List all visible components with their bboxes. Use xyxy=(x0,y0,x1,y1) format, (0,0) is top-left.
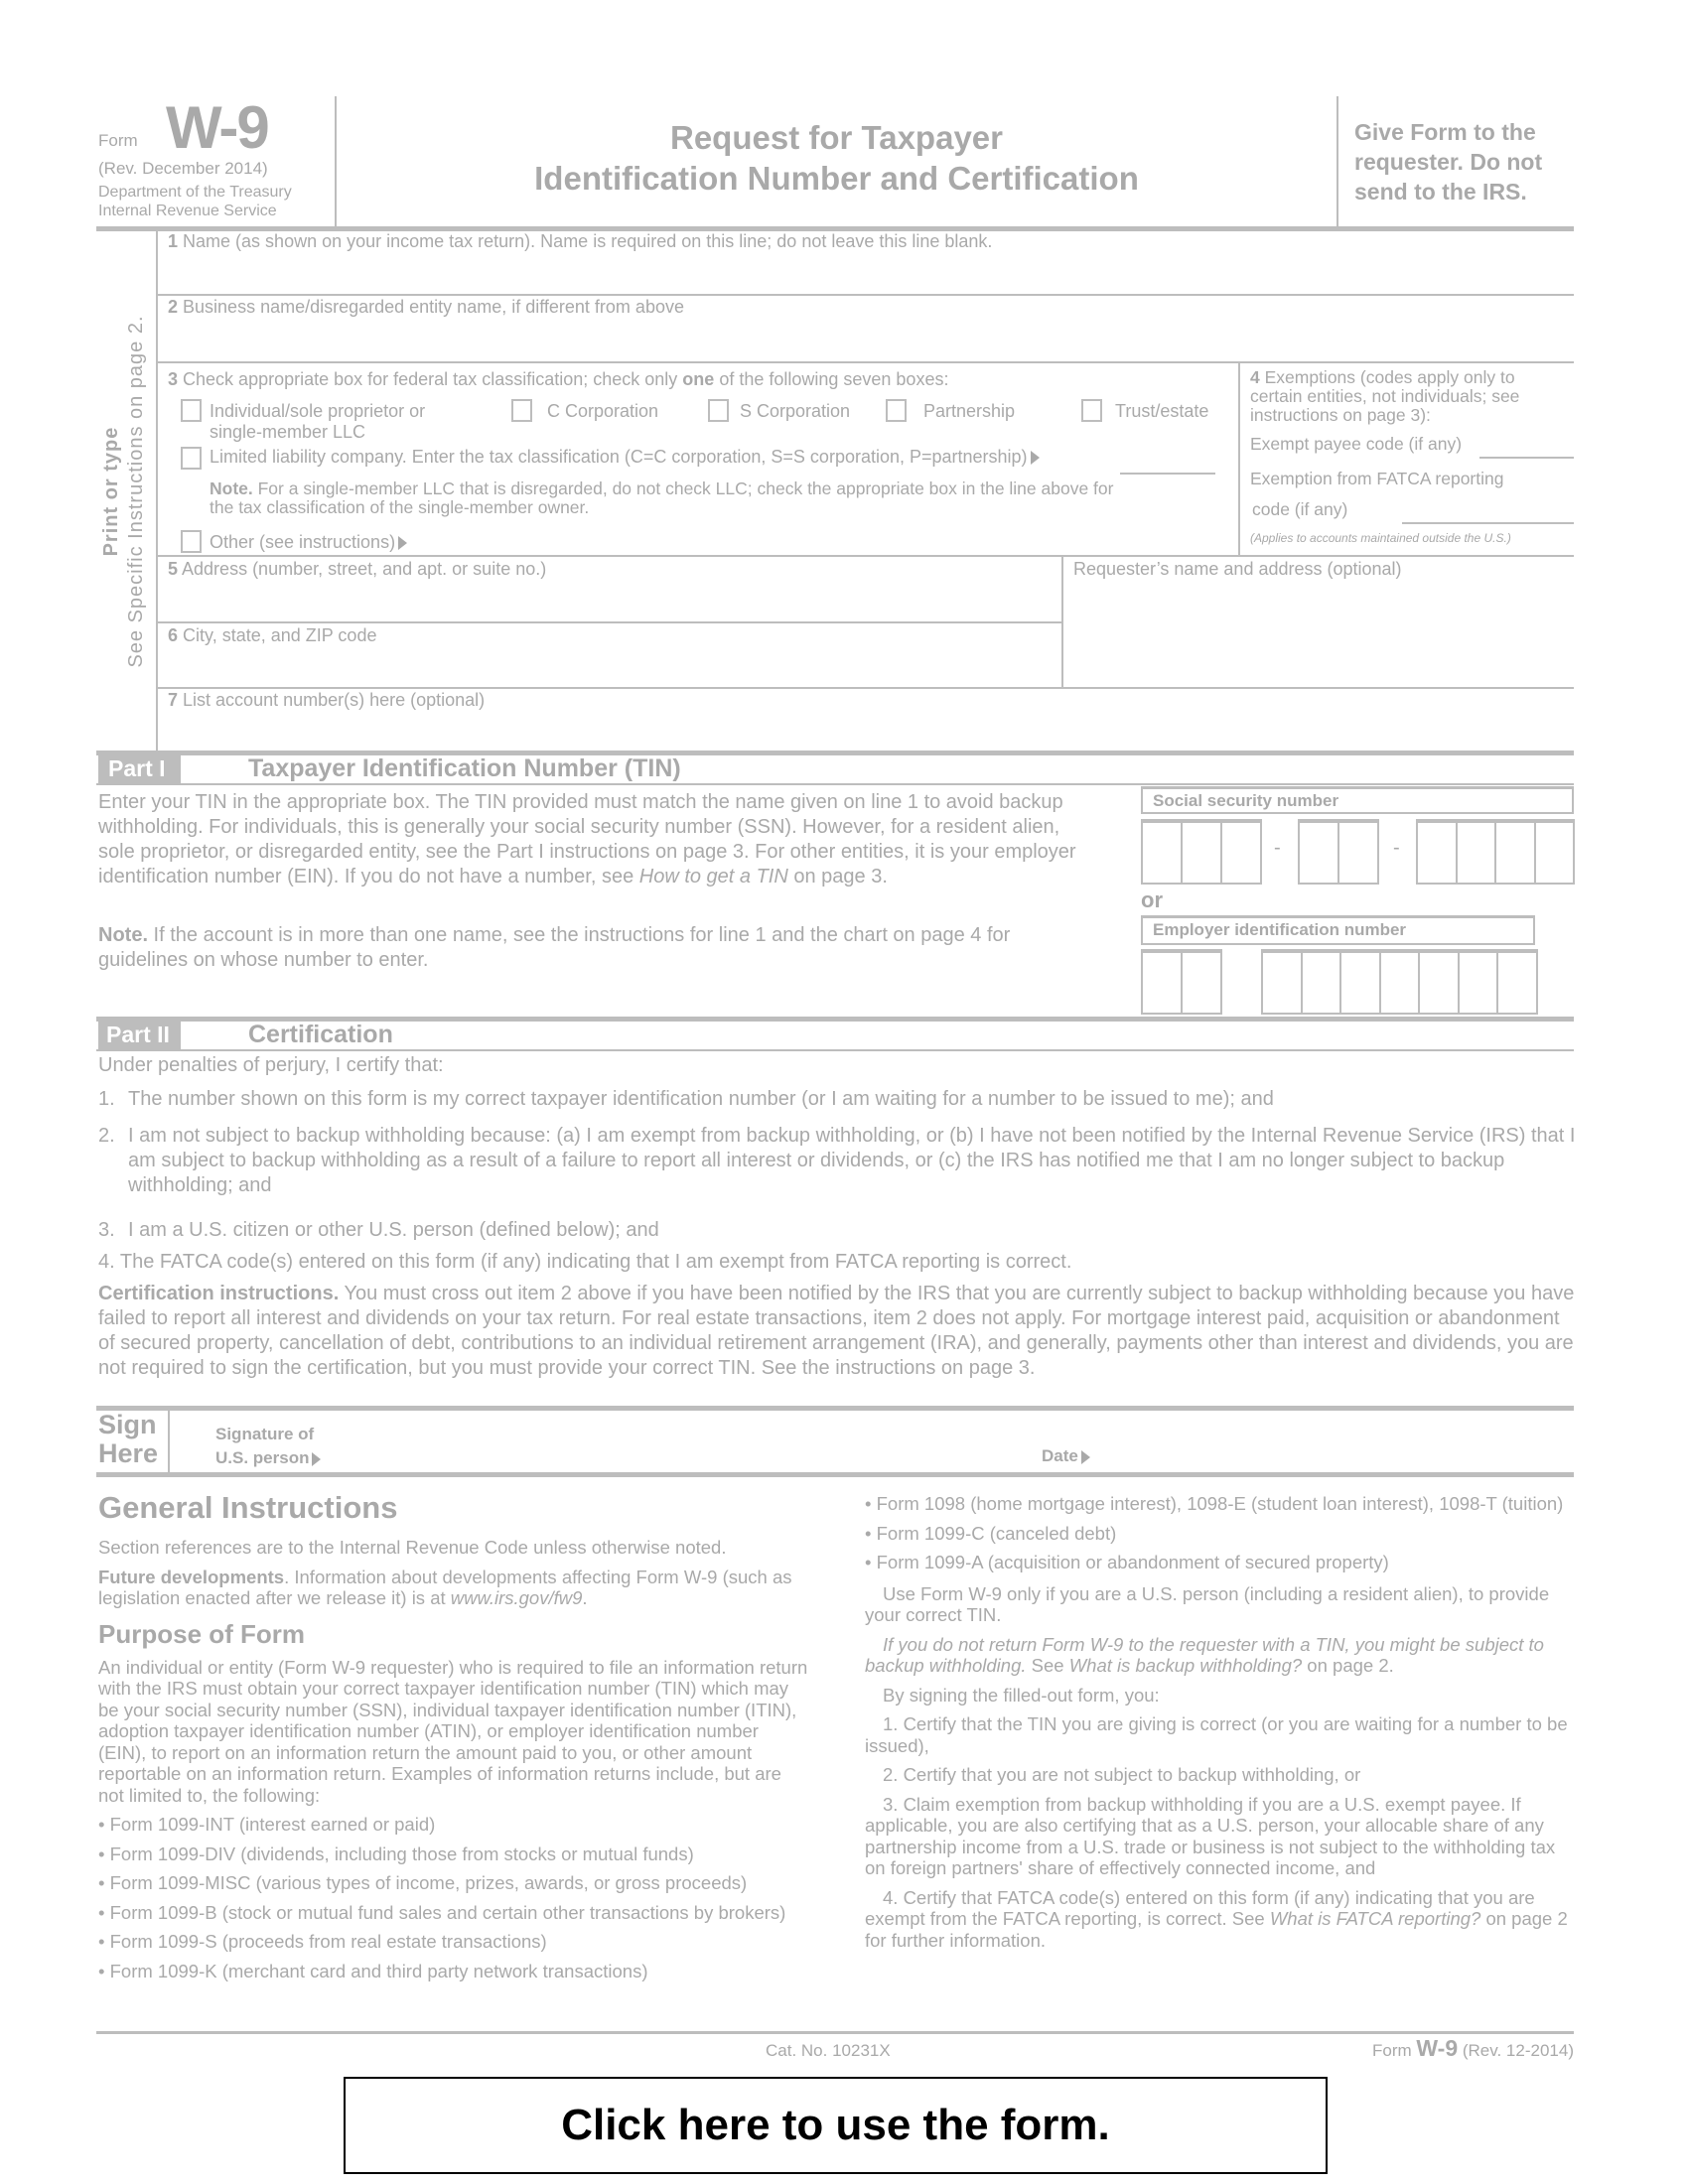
divider xyxy=(1336,96,1338,228)
fatca-label: Exemption from FATCA reporting xyxy=(1250,469,1504,488)
digit-box[interactable] xyxy=(1141,949,1183,1015)
cert-item-2: 2. I am not subject to backup withholding because: (a) I am exempt from backup withholding, or (b) I have not been notified by the Internal Revenue Service (IRS) that I am subject to backup withholding as a result of a failure to report all interest or dividends, or (c) the IRS has notified me that I am no longer subject to backup withholding; and xyxy=(98,1125,1576,1196)
checkbox-c-corporation[interactable] xyxy=(511,399,532,422)
certify-item: 1. Certify that the TIN you are giving is correct (or you are waiting for a number to be issued), xyxy=(865,1713,1568,1756)
use-form-label: Click here to use the form. xyxy=(561,2101,1110,2149)
title-line-2: Identification Number and Certification xyxy=(534,160,1139,197)
rule xyxy=(96,783,1574,785)
c-corporation-label: C Corporation xyxy=(547,401,659,421)
list-item: • Form 1099-B (stock or mutual fund sales and certain other transactions by brokers) xyxy=(98,1901,786,1923)
print-or-type: Print or type xyxy=(100,426,122,557)
cert-item-4: 4. The FATCA code(s) entered on this form (if any) indicating that I am exempt from FATCA reporting is correct. xyxy=(98,1251,1072,1273)
instructions-right-column xyxy=(865,1493,1573,1959)
part1-title: Taxpayer Identification Number (TIN) xyxy=(248,754,681,782)
digit-box[interactable] xyxy=(1456,819,1497,885)
checkbox-individual[interactable] xyxy=(181,399,202,422)
arrow-right-icon xyxy=(1081,1450,1090,1464)
date-input[interactable] xyxy=(1112,1420,1569,1471)
cert-intro: Under penalties of perjury, I certify that: xyxy=(98,1054,444,1076)
list-item: • Form 1099-A (acquisition or abandonment of secured property) xyxy=(865,1552,1389,1572)
rule xyxy=(96,1472,1574,1477)
digit-box[interactable] xyxy=(1261,949,1303,1015)
list-item: • Form 1098 (home mortgage interest), 1098-E (student loan interest), 1098-T (tuition) xyxy=(865,1493,1564,1514)
cert-item-3: 3. I am a U.S. citizen or other U.S. person (defined below); and xyxy=(98,1219,659,1241)
list-item: • Form 1099-C (canceled debt) xyxy=(865,1522,1117,1544)
form-word: Form xyxy=(98,131,138,150)
line5-label: 5 Address (number, street, and apt. or suite no.) xyxy=(168,559,547,579)
title-line-1: Request for Taxpayer xyxy=(670,119,1003,156)
instructions-left-column xyxy=(98,1489,808,1989)
exemptions-label: 4 Exemptions (codes apply only to certain entities, not individuals; see instructions on page 3): xyxy=(1250,367,1520,425)
rule xyxy=(156,294,1574,296)
give-form-line: send to the IRS. xyxy=(1354,179,1527,205)
checkbox-other[interactable] xyxy=(181,530,202,553)
by-signing-text: By signing the filled-out form, you: xyxy=(883,1684,1160,1706)
sidebar-text xyxy=(99,233,149,750)
divider xyxy=(1238,361,1240,556)
other-label: Other (see instructions) xyxy=(210,532,407,553)
digit-box[interactable] xyxy=(1494,819,1536,885)
line2-label: 2 Business name/disregarded entity name, if different from above xyxy=(168,297,684,317)
digit-box[interactable] xyxy=(1301,949,1342,1015)
digit-box[interactable] xyxy=(1141,819,1183,885)
arrow-right-icon xyxy=(398,536,407,550)
rule xyxy=(156,555,1574,557)
checkbox-partnership[interactable] xyxy=(886,399,907,422)
agency: Internal Revenue Service xyxy=(98,203,277,219)
ssn-dash: - xyxy=(1274,837,1281,859)
arrow-right-icon xyxy=(1031,451,1040,465)
cat-no: Cat. No. 10231X xyxy=(766,2041,891,2060)
fatca-code-label: code (if any) xyxy=(1252,499,1348,519)
sidebar-divider xyxy=(156,229,158,753)
line1-label: 1 Name (as shown on your income tax return). Name is required on this line; do not leave this line blank. xyxy=(168,231,993,251)
digit-box[interactable] xyxy=(1416,819,1458,885)
department: Department of the Treasury xyxy=(98,184,292,201)
cert-instructions: Certification instructions. You must cross out item 2 above if you have been notified by the IRS that you are currently subject to backup withholding because you have failed to report all interest and dividends on your tax return. For real estate transactions, item 2 does not apply. For mortgage interest paid, acquisition or abandonment of secured property, cancellation of debt, contributions to an individual retirement arrangement (IRA), and generally, payments other than interest and dividends, you are not required to sign the certification, but you must provide your correct TIN. See the instructions on page 3. xyxy=(98,1283,1575,1379)
account-numbers-input[interactable] xyxy=(159,713,1574,749)
signature-input[interactable] xyxy=(338,1420,1033,1471)
revision: (Rev. December 2014) xyxy=(98,159,268,178)
cert-item-1: 1. The number shown on this form is my correct taxpayer identification number (or I am waiting for a number to be issued to me); and xyxy=(98,1088,1274,1110)
requester-input[interactable] xyxy=(1067,582,1569,685)
purpose-text: An individual or entity (Form W-9 requester) who is required to file an information return with the IRS must obtain your correct taxpayer identification number (TIN) which may be your social security number (SSN), individual taxpayer identification number (ITIN), adoption taxpayer identification number (ATIN), or employer identification number (EIN), to report on an information return the amount paid to you, or other amount reportable on an information return. Examples of information returns include, but are not limited to, the following: xyxy=(98,1656,808,1806)
rule xyxy=(156,687,1574,689)
divider xyxy=(168,1411,170,1472)
use-form-button[interactable] xyxy=(344,2077,1328,2174)
rule xyxy=(96,2031,1574,2034)
requester-label: Requester’s name and address (optional) xyxy=(1073,559,1402,579)
digit-box[interactable] xyxy=(1298,819,1339,885)
digit-box[interactable] xyxy=(1379,949,1421,1015)
certify-item: 4. Certify that FATCA code(s) entered on this form (if any) indicating that you are exempt from the FATCA reporting, is correct. See What is FATCA reporting? on page 2 for further information. xyxy=(865,1886,1568,1951)
digit-box[interactable] xyxy=(1337,819,1379,885)
list-item: • Form 1099-S (proceeds from real estate transactions) xyxy=(98,1931,547,1952)
see-instructions: See Specific Instructions on page 2. xyxy=(125,315,147,668)
give-form-note xyxy=(1354,117,1542,206)
rule xyxy=(156,621,1062,623)
exempt-payee-label: Exempt payee code (if any) xyxy=(1250,434,1463,454)
digit-box[interactable] xyxy=(1339,949,1381,1015)
line6-label: 6 City, state, and ZIP code xyxy=(168,625,377,645)
section-refs: Section references are to the Internal Revenue Code unless otherwise noted. xyxy=(98,1537,727,1558)
address-input[interactable] xyxy=(159,582,1057,619)
signature-label: Signature of U.S. person xyxy=(215,1423,321,1470)
give-form-line: requester. Do not xyxy=(1354,149,1543,175)
digit-box[interactable] xyxy=(1496,949,1538,1015)
other-input[interactable] xyxy=(417,534,1211,554)
line7-label: 7 List account number(s) here (optional) xyxy=(168,690,486,710)
fatca-code-input[interactable] xyxy=(1402,502,1574,524)
or-label: or xyxy=(1141,887,1163,912)
name-input[interactable] xyxy=(159,254,1574,292)
partnership-label: Partnership xyxy=(923,401,1016,421)
llc-classification-input[interactable] xyxy=(1120,453,1215,475)
ein-label: Employer identification number xyxy=(1141,915,1535,945)
checkbox-s-corporation[interactable] xyxy=(708,399,729,422)
trust-estate-label: Trust/estate xyxy=(1115,401,1209,421)
llc-label: Limited liability company. Enter the tax classification (C=C corporation, S=S corporation, P=partnership) xyxy=(210,447,1040,468)
certify-item: 2. Certify that you are not subject to backup withholding, or xyxy=(883,1764,1361,1785)
digit-box[interactable] xyxy=(1418,949,1460,1015)
irs-link[interactable]: www.irs.gov/fw9 xyxy=(450,1587,583,1608)
digit-box[interactable] xyxy=(1220,819,1262,885)
give-form-line: Give Form to the xyxy=(1354,119,1536,145)
future-developments: Future developments. Information about developments affecting Form W-9 (such as legislation enacted after we release it) is at www.irs.gov/fw9. xyxy=(98,1566,792,1608)
rule xyxy=(156,361,1574,363)
llc-note: Note. For a single-member LLC that is disregarded, do not check LLC; check the appropriate box in the line above for the tax classification of the single-member owner. xyxy=(210,478,1114,517)
exempt-payee-input[interactable] xyxy=(1479,437,1574,459)
part2-title: Certification xyxy=(248,1021,393,1048)
checkbox-trust-estate[interactable] xyxy=(1081,399,1102,422)
ssn-dash: - xyxy=(1393,837,1400,859)
footer-form-id: Form W-9 (Rev. 12-2014) xyxy=(1372,2035,1574,2061)
backup-withholding-text: If you do not return Form W-9 to the requester with a TIN, you might be subject to backup withholding. See What is backup withholding? on page 2. xyxy=(865,1633,1544,1676)
rule xyxy=(96,1406,1574,1411)
arrow-right-icon xyxy=(312,1452,321,1466)
sign-here-label: Sign Here xyxy=(98,1410,159,1468)
divider xyxy=(335,96,337,228)
digit-box[interactable] xyxy=(1181,819,1222,885)
use-only-text: Use Form W-9 only if you are a U.S. person (including a resident alien), to provide your correct TIN. xyxy=(865,1582,1550,1625)
form-title xyxy=(338,117,1336,199)
applies-note: (Applies to accounts maintained outside the U.S.) xyxy=(1250,531,1511,545)
date-label: Date xyxy=(1042,1446,1090,1466)
individual-label: Individual/sole proprietor or single-member LLC xyxy=(210,401,426,442)
general-instructions-heading: General Instructions xyxy=(98,1490,398,1525)
form-number: W-9 xyxy=(166,94,268,161)
purpose-heading: Purpose of Form xyxy=(98,1618,306,1649)
digit-box[interactable] xyxy=(1181,949,1222,1015)
list-item: • Form 1099-MISC (various types of income, prizes, awards, or gross proceeds) xyxy=(98,1872,748,1893)
list-item: • Form 1099-INT (interest earned or paid) xyxy=(98,1814,436,1835)
list-item: • Form 1099-DIV (dividends, including those from stocks or mutual funds) xyxy=(98,1843,694,1864)
rule xyxy=(96,1049,1574,1051)
business-name-input[interactable] xyxy=(159,320,1574,359)
part1-label: Part I xyxy=(98,754,181,783)
s-corporation-label: S Corporation xyxy=(740,401,851,421)
digit-box[interactable] xyxy=(1458,949,1499,1015)
ssn-label: Social security number xyxy=(1141,786,1574,814)
checkbox-llc[interactable] xyxy=(181,447,202,470)
part1-note: Note. If the account is in more than one name, see the instructions for line 1 and the chart on page 4 for guidelines on whose number to enter. xyxy=(98,924,1011,971)
list-item: • Form 1099-K (merchant card and third party network transactions) xyxy=(98,1960,648,1981)
digit-box[interactable] xyxy=(1534,819,1576,885)
part1-instructions: Enter your TIN in the appropriate box. The TIN provided must match the name given on line 1 to avoid backup withholding. For individuals, this is generally your social security number (SSN). However, for a resident alien, sole proprietor, or disregarded entity, see the Part I instructions on page 3. For other entities, it is your employer identification number (EIN). If you do not have a number, see How to get a TIN on page 3. xyxy=(98,791,1076,887)
part2-label: Part II xyxy=(98,1021,181,1049)
certify-item: 3. Claim exemption from backup withholding if you are a U.S. exempt payee. If applicable, you are also certifying that as a U.S. person, your allocable share of any partnership income from a U.S. trade or business is not subject to the withholding tax on foreign partners' share of effectively connected income, and xyxy=(865,1793,1556,1878)
city-state-zip-input[interactable] xyxy=(159,648,1057,684)
line3-label: 3 Check appropriate box for federal tax classification; check only one of the following seven boxes: xyxy=(168,369,949,389)
